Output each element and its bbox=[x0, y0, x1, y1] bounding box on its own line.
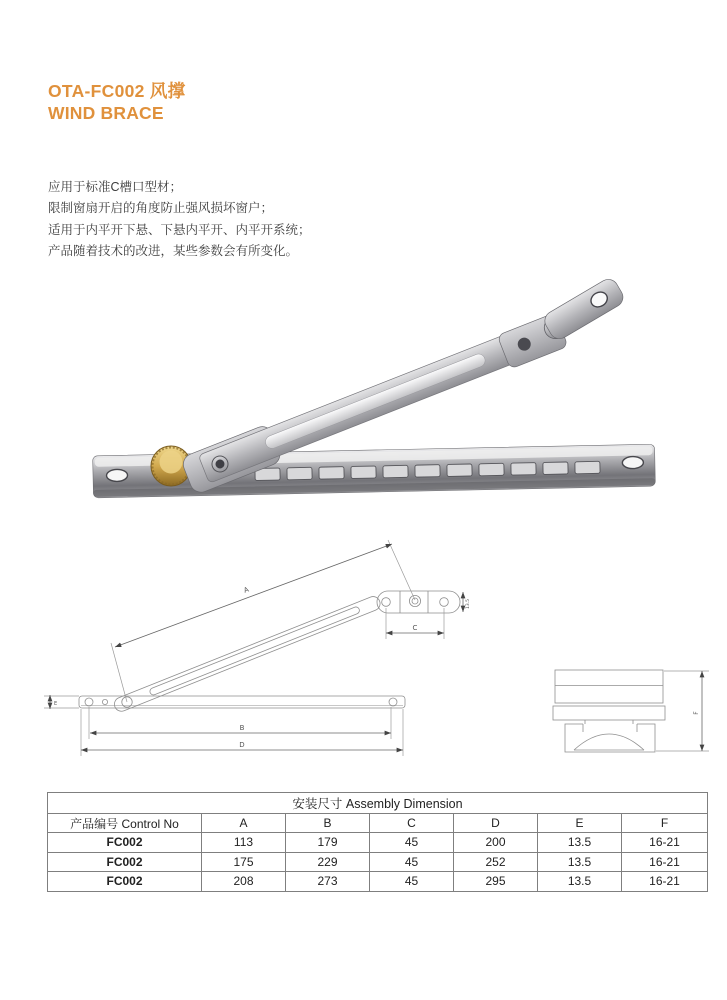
cell-d: 295 bbox=[454, 872, 538, 892]
cell-a: 113 bbox=[202, 833, 286, 853]
description-line: 适用于内平开下悬、下悬内平开、内平开系统； bbox=[48, 222, 311, 237]
cell-control-no: FC002 bbox=[48, 833, 202, 853]
drawing-rail-outline bbox=[79, 696, 405, 708]
table-title: 安装尺寸 Assembly Dimension bbox=[48, 793, 708, 814]
technical-drawing-graphic bbox=[0, 535, 727, 775]
extension-lines bbox=[44, 540, 709, 756]
column-header-b: B bbox=[286, 814, 370, 833]
cell-a: 208 bbox=[202, 872, 286, 892]
dim-label-d: D bbox=[239, 741, 245, 749]
page-title: OTA-FC002 风撑 bbox=[48, 81, 186, 101]
cell-b: 179 bbox=[286, 833, 370, 853]
cell-f: 16-21 bbox=[622, 872, 708, 892]
drawing-bracket-detail bbox=[377, 591, 460, 613]
cell-a: 175 bbox=[202, 852, 286, 872]
drawing-arm-outline bbox=[112, 594, 382, 713]
description-line: 限制窗扇开启的角度防止强风损坏窗户； bbox=[48, 201, 274, 216]
cell-c: 45 bbox=[370, 833, 454, 853]
cell-control-no: FC002 bbox=[48, 852, 202, 872]
assembly-dimension-table bbox=[47, 792, 708, 892]
column-header-a: A bbox=[202, 814, 286, 833]
cell-f: 16-21 bbox=[622, 852, 708, 872]
rail-mount-hole-left bbox=[106, 469, 127, 481]
dim-label-bracket-height: 13.5 bbox=[466, 598, 471, 610]
product-photo-graphic bbox=[85, 278, 665, 510]
column-header-f: F bbox=[622, 814, 708, 833]
table-row bbox=[48, 872, 708, 892]
column-header-e: E bbox=[538, 814, 622, 833]
table-row bbox=[48, 852, 708, 872]
dim-label-e: E bbox=[54, 701, 58, 707]
dim-label-f: F bbox=[693, 711, 700, 715]
product-description bbox=[48, 177, 311, 263]
cell-b: 229 bbox=[286, 852, 370, 872]
cell-control-no: FC002 bbox=[48, 872, 202, 892]
side-profile-view bbox=[553, 670, 665, 752]
column-header-d: D bbox=[454, 814, 538, 833]
cell-d: 252 bbox=[454, 852, 538, 872]
page-subtitle: WIND BRACE bbox=[48, 103, 164, 123]
dim-label-a: A bbox=[242, 585, 250, 595]
description-line: 产品随着技术的改进，某些参数会有所变化。 bbox=[48, 244, 299, 259]
end-tab bbox=[541, 278, 626, 342]
dimension-line-a bbox=[115, 544, 392, 647]
arm-slot-highlight bbox=[264, 352, 487, 450]
cell-c: 45 bbox=[370, 872, 454, 892]
cell-b: 273 bbox=[286, 872, 370, 892]
dim-label-b: B bbox=[239, 724, 245, 732]
product-photo bbox=[85, 278, 665, 510]
table-header-row bbox=[48, 814, 708, 833]
rail-mount-hole-right bbox=[622, 456, 643, 468]
cell-d: 200 bbox=[454, 833, 538, 853]
description-line: 应用于标准C槽口型材； bbox=[48, 180, 183, 194]
title-block bbox=[48, 80, 185, 124]
technical-drawing bbox=[0, 535, 727, 775]
cell-c: 45 bbox=[370, 852, 454, 872]
table-row bbox=[48, 833, 708, 853]
dim-label-c: C bbox=[412, 624, 418, 632]
column-header-c: C bbox=[370, 814, 454, 833]
column-header-control-no: 产品编号 Control No bbox=[48, 814, 202, 833]
table-title-row bbox=[48, 793, 708, 814]
cell-e: 13.5 bbox=[538, 852, 622, 872]
cell-f: 16-21 bbox=[622, 833, 708, 853]
cell-e: 13.5 bbox=[538, 872, 622, 892]
cell-e: 13.5 bbox=[538, 833, 622, 853]
